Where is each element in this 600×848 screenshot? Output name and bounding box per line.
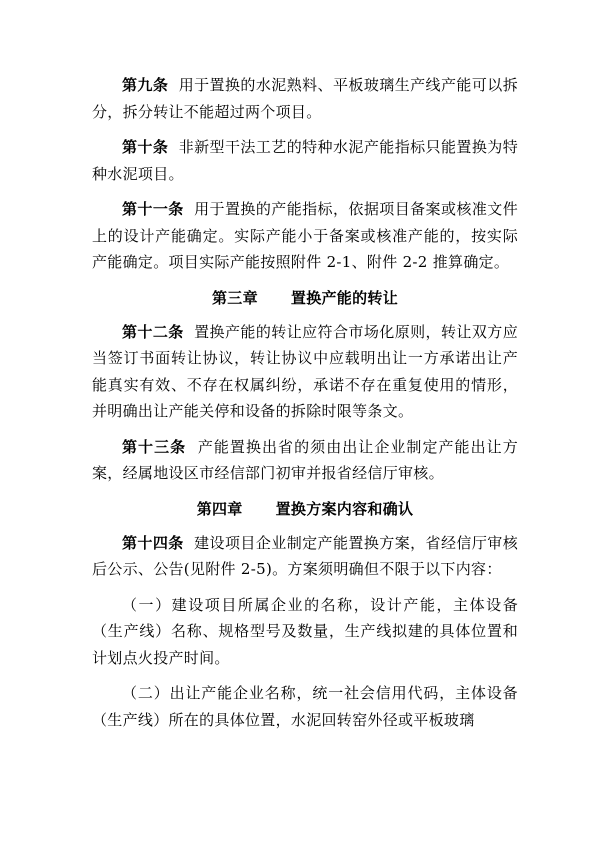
article-text: 建设项目企业制定产能置换方案，省经信厅审核后公示、公告(见附件 2-5)。方案须明确但不限于以下内容：: [92, 533, 518, 578]
chapter-3-heading: [92, 285, 518, 311]
article-13: [92, 434, 518, 487]
chapter-number: 第三章: [211, 288, 258, 307]
article-9: [92, 72, 518, 125]
article-number: 第十三条: [122, 437, 187, 456]
article-number: 第十二条: [122, 322, 184, 341]
document-page: [92, 72, 518, 742]
chapter-number: 第四章: [196, 499, 243, 518]
article-text: 非新型干法工艺的特种水泥产能指标只能置换为特种水泥项目。: [92, 138, 519, 183]
article-number: 第十一条: [122, 200, 184, 218]
chapter-title: 置换产能的转让: [290, 288, 398, 307]
list-item: （一）建设项目所属企业的名称，设计产能，主体设备（生产线）名称、规格型号及数量，生产线拟建的具体位置和计划点火投产时间。: [92, 595, 518, 667]
article-14: [92, 530, 518, 583]
article-text: 产能置换出省的须由出让企业制定产能出让方案，经属地设区市经信部门初审并报省经信厅审核。: [92, 437, 518, 482]
article-text: 置换产能的转让应符合市场化原则，转让双方应当签订书面转让协议，转让协议中应载明出让一方承诺出让产能真实有效、不存在权属纠纷，承诺不存在重复使用的情形，并明确出让产能关停和设备的拆除时限等条文。: [92, 322, 518, 420]
article-text: 用于置换的产能指标，依据项目备案或核准文件上的设计产能确定。实际产能小于备案或核准产能的，按实际产能确定。项目实际产能按照附件 2-1、附件 2-2 推算确定。: [92, 200, 518, 271]
list-item: （二）出让产能企业名称，统一社会信用代码，主体设备（生产线）所在的具体位置，水泥回转窑外径或平板玻璃: [92, 684, 518, 729]
article-12: [92, 319, 518, 425]
article-number: 第十条: [122, 138, 169, 156]
chapter-4-heading: [92, 496, 518, 522]
chapter-title: 置换方案内容和确认: [275, 499, 414, 518]
article-text: 用于置换的水泥熟料、平板玻璃生产线产能可以拆分，拆分转让不能超过两个项目。: [92, 76, 519, 121]
article-11: [92, 196, 518, 276]
article-number: 第十四条: [122, 533, 184, 552]
article-number: 第九条: [122, 76, 169, 94]
article-10: [92, 134, 518, 187]
